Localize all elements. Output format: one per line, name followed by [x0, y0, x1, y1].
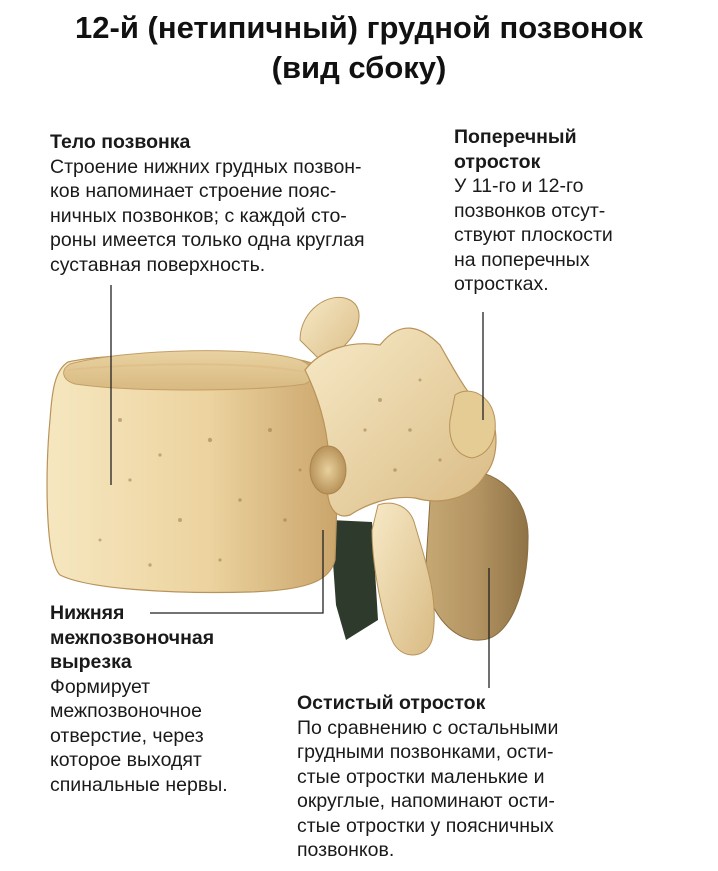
- label-vertebral-body-line: ков напоминает строение пояс-: [50, 180, 337, 202]
- label-transverse-process-line: на поперечных: [454, 248, 590, 271]
- label-vertebral-body-line: роны имеется только одна круглая: [50, 229, 365, 251]
- label-vertebral-body-line: суставная поверхность.: [50, 253, 266, 276]
- label-transverse-process-line: позвонков отсут-: [454, 199, 606, 222]
- label-vertebral-body-heading: Тело позвонка: [50, 131, 191, 153]
- label-inferior-notch-heading: Нижняя: [50, 602, 125, 624]
- label-inferior-notch-heading: вырезка: [50, 651, 132, 673]
- label-spinous-process-line: грудными позвонками, ости-: [297, 741, 554, 763]
- label-spinous-process-line: стые отростки маленькие и: [297, 765, 545, 788]
- label-transverse-process: [454, 125, 704, 297]
- label-transverse-process-heading: Поперечный: [454, 126, 577, 148]
- page-title: [0, 8, 718, 88]
- label-transverse-process-heading: отросток: [454, 150, 541, 173]
- notch-shadow: [330, 520, 378, 640]
- inferior-articular-process: [372, 503, 434, 655]
- label-inferior-notch-line: спинальные нервы.: [50, 773, 228, 796]
- vertebral-body-top: [64, 351, 314, 390]
- label-transverse-process-line: У 11-го и 12-го: [454, 175, 584, 197]
- label-inferior-notch-heading: межпозвоночная: [50, 626, 215, 649]
- transverse-process-shape: [450, 391, 496, 458]
- label-transverse-process-line: отростках.: [454, 273, 549, 295]
- superior-articular-process: [300, 297, 359, 370]
- title-line-2: (вид сбоку): [271, 50, 447, 85]
- spinous-process-shape: [425, 470, 528, 641]
- label-vertebral-body-line: Строение нижних грудных позвон-: [50, 155, 362, 178]
- title-line-1: 12-й (нетипичный) грудной позвонок: [75, 10, 643, 45]
- label-inferior-notch: [50, 601, 320, 797]
- label-spinous-process-line: округлые, напоминают ости-: [297, 790, 555, 812]
- bone-texture: [99, 379, 442, 567]
- label-inferior-notch-line: межпозвоночное: [50, 700, 202, 722]
- label-spinous-process-line: По сравнению с остальными: [297, 716, 559, 739]
- vertebral-body-shape: [47, 353, 340, 592]
- label-transverse-process-line: ствуют плоскости: [454, 224, 613, 246]
- label-spinous-process-line: позвонков.: [297, 839, 395, 861]
- label-inferior-notch-line: отверстие, через: [50, 724, 204, 747]
- costal-facet: [310, 446, 346, 494]
- label-inferior-notch-line: которое выходят: [50, 749, 202, 771]
- label-spinous-process-line: стые отростки у поясничных: [297, 814, 554, 837]
- vertebral-arch-shape: [305, 328, 496, 516]
- label-spinous-process-heading: Остистый отросток: [297, 692, 486, 714]
- label-spinous-process: [297, 691, 707, 863]
- label-vertebral-body-line: ничных позвонков; с каждой сто-: [50, 204, 347, 227]
- label-inferior-notch-line: Формирует: [50, 675, 151, 698]
- label-vertebral-body: [50, 130, 420, 277]
